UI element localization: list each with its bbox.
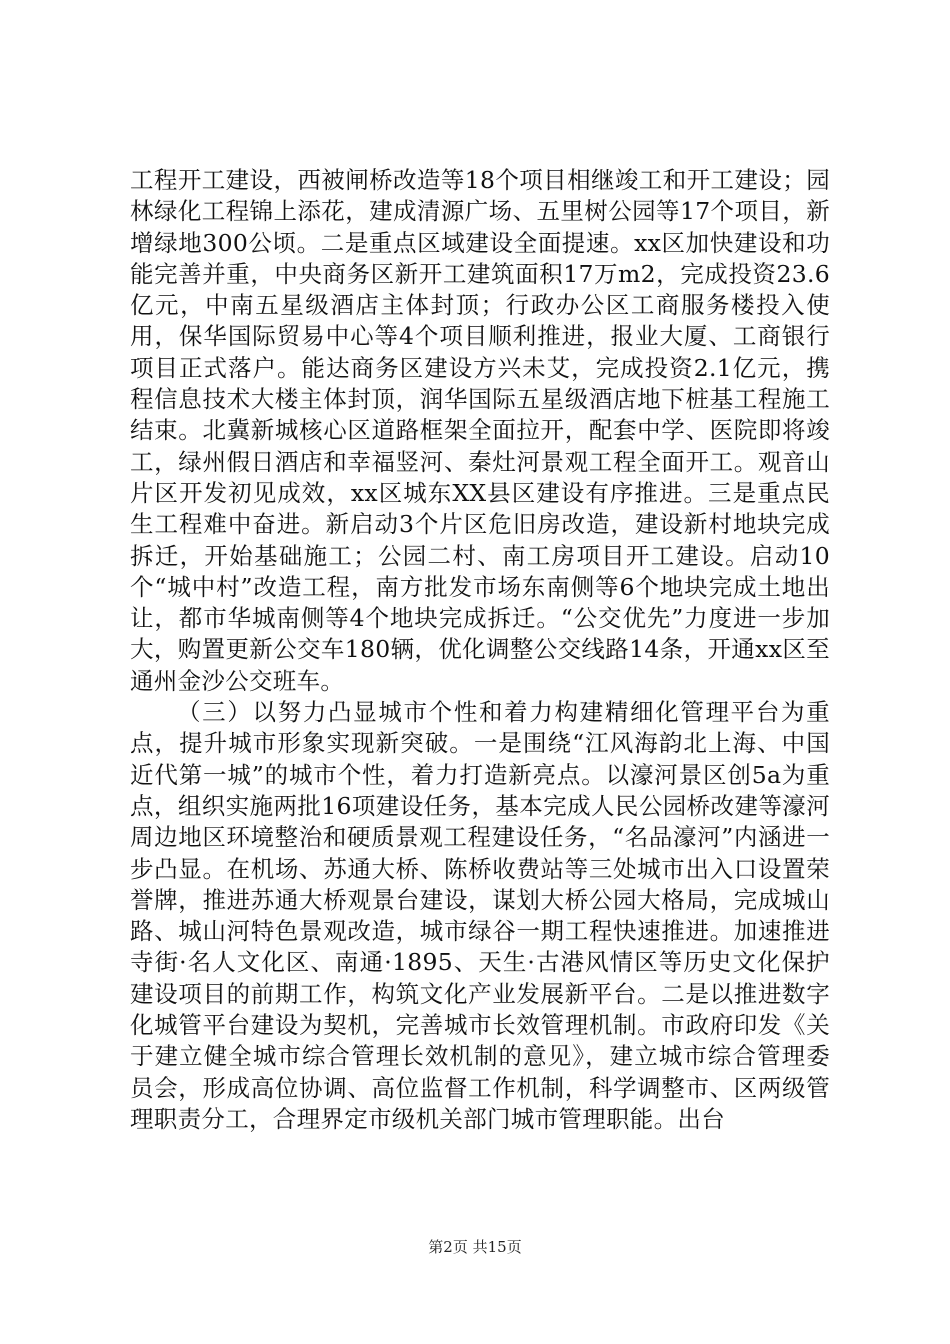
paragraph-2: （三）以努力凸显城市个性和着力构建精细化管理平台为重点，提升城市形象实现新突破。一是围绕“江风海韵北上海、中国近代第一城”的城市个性，着力打造新亮点。以濠河景区创5a为重点，组织实施两批16项建设任务，基本完成人民公园桥改建等濠河周边地区环境整治和硬质景观工程建设任务，“名品濠河”内涵进一步凸显。在机场、苏通大桥、陈桥收费站等三处城市出入口设置荣誉牌，推进苏通大桥观景台建设，谋划大桥公园大格局，完成城山路、城山河特色景观改造，城市绿谷一期工程快速推进。加速推进寺街·名人文化区、南通·1895、天生·古港风情区等历史文化保护建设项目的前期工作，构筑文化产业发展新平台。二是以推进数字化城管平台建设为契机，完善城市长效管理机制。市政府印发《关于建立健全城市综合管理长效机制的意见》，建立城市综合管理委员会，形成高位协调、高位监督工作机制，科学调整市、区两级管理职责分工，合理界定市级机关部门城市管理职能。出台 [130, 698, 830, 1133]
document-body [130, 165, 830, 1135]
paragraph-1: 工程开工建设，西被闸桥改造等18个项目相继竣工和开工建设；园林绿化工程锦上添花，建成清源广场、五里树公园等17个项目，新增绿地300公顷。二是重点区域建设全面提速。xx区加快建设和功能完善并重，中央商务区新开工建筑面积17万m2，完成投资23.6亿元，中南五星级酒店主体封顶；行政办公区工商服务楼投入使用，保华国际贸易中心等4个项目顺利推进，报业大厦、工商银行项目正式落户。能达商务区建设方兴未艾，完成投资2.1亿元，携程信息技术大楼主体封顶，润华国际五星级酒店地下桩基工程施工结束。北冀新城核心区道路框架全面拉开，配套中学、医院即将竣工，绿州假日酒店和幸福竖河、秦灶河景观工程全面开工。观音山片区开发初见成效，xx区城东XX县区建设有序推进。三是重点民生工程难中奋进。新启动3个片区危旧房改造，建设新村地块完成拆迁，开始基础施工；公园二村、南工房项目开工建设。启动10个“城中村”改造工程，南方批发市场东南侧等6个地块完成土地出让，都市华城南侧等4个地块完成拆迁。“公交优先”力度进一步加大，购置更新公交车180辆，优化调整公交线路14条，开通xx区至通州金沙公交班车。 [130, 166, 830, 695]
page-footer: 第2页 共15页 [428, 1238, 522, 1256]
